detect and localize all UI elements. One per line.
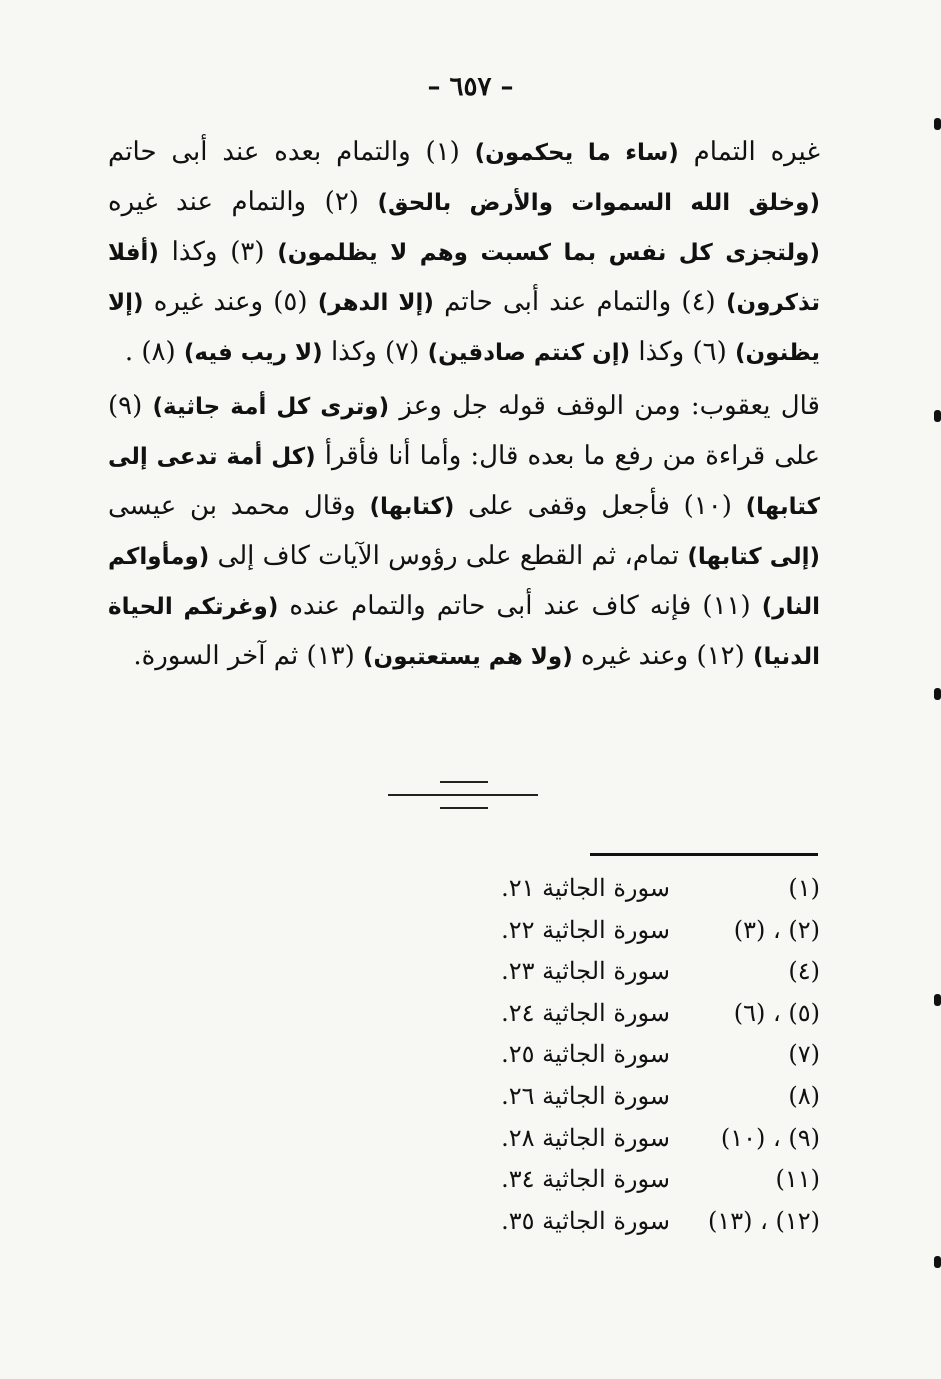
text-segment: (١٢) وعند غيره — [572, 641, 754, 671]
quran-quote: (كل أمة تدعى إلى كتابها) — [108, 444, 820, 520]
text-segment: (٧) وكذا — [322, 337, 428, 367]
text-segment: (٥) وعند غيره — [143, 287, 318, 317]
footnote-reference: سورة الجاثية ٣٥. — [501, 1206, 670, 1235]
text-segment: تمام، ثم القطع على رؤوس الآيات كاف إلى — [209, 541, 688, 571]
footnote-reference: سورة الجاثية ٢٣. — [501, 957, 670, 986]
text-segment: (٨) . — [124, 337, 184, 367]
quran-quote: (أفلا تذكرون) — [108, 240, 820, 316]
text-segment: (٩) على قراءة من رفع ما بعده قال: وأما أنا فأقرأ — [108, 391, 821, 471]
text-segment: (١٣) ثم آخر السورة. — [133, 641, 364, 671]
footnote-reference: سورة الجاثية ٢٤. — [501, 998, 670, 1027]
text-segment: (٦) وكذا — [630, 337, 735, 367]
text-segment: وقال محمد بن عيسى — [108, 491, 370, 521]
text-segment: غيره التمام — [678, 137, 820, 167]
footnote-numbers: (٨) — [788, 1081, 820, 1110]
footnote-reference: سورة الجاثية ٢٦. — [501, 1081, 670, 1110]
quran-quote: (وخلق الله السموات والأرض بالحق) — [377, 190, 820, 216]
footnotes — [480, 868, 820, 1242]
margin-mark — [934, 688, 941, 700]
footnote-numbers: (٤) — [788, 957, 820, 986]
page-number: – ٦٥٧ – — [427, 72, 514, 102]
footnote-row — [480, 1034, 820, 1076]
section-divider — [388, 794, 538, 796]
text-segment: (١٠) فأجعل وقفى على — [454, 491, 746, 521]
paragraph — [108, 382, 820, 682]
margin-mark — [934, 994, 941, 1006]
footnote-reference: سورة الجاثية ٢٥. — [501, 1040, 670, 1069]
footnote-numbers: (٩) ، (١٠) — [720, 1123, 820, 1152]
text-segment: (١) والتمام بعده عند أبى حاتم — [108, 137, 475, 167]
quran-quote: (إلا يظنون) — [108, 290, 820, 366]
footnote-reference: سورة الجاثية ٣٤. — [501, 1165, 670, 1194]
quran-quote: (ولا هم يستعتبون) — [363, 644, 573, 670]
footnote-row — [480, 1076, 820, 1118]
footnote-row — [480, 1159, 820, 1201]
footnote-numbers: (١) — [788, 874, 820, 902]
footnote-reference: سورة الجاثية ٢٢. — [501, 915, 670, 944]
text-segment: (٢) والتمام عند غيره — [108, 187, 378, 217]
footnote-row — [480, 1118, 820, 1160]
quran-quote: (إلى كتابها) — [687, 544, 820, 570]
footnote-numbers: (٢) ، (٣) — [733, 915, 820, 944]
quran-quote: (وغرتكم الحياة الدنيا) — [108, 594, 820, 670]
footnote-rule — [590, 853, 818, 856]
footnote-row — [480, 910, 820, 952]
footnote-numbers: (٥) ، (٦) — [733, 998, 820, 1027]
footnote-numbers: (١١) — [775, 1165, 820, 1194]
footnote-numbers: (٧) — [788, 1040, 820, 1069]
quran-quote: (إن كنتم صادقين) — [427, 340, 631, 366]
section-divider — [440, 781, 488, 783]
main-text — [108, 128, 820, 682]
quran-quote: (ساء ما يحكمون) — [474, 140, 679, 166]
quran-quote: (لا ريب فيه) — [183, 340, 323, 366]
text-segment: (١١) فإنه كاف عند أبى حاتم والتمام عنده — [278, 591, 762, 621]
margin-mark — [934, 118, 941, 130]
quran-quote: (ولتجزى كل نفس بما كسبت وهم لا يظلمون) — [277, 240, 820, 266]
text-segment: (٣) وكذا — [158, 237, 278, 267]
footnote-row — [480, 993, 820, 1035]
footnote-row — [480, 951, 820, 993]
text-segment: (٤) والتمام عند أبى حاتم — [433, 287, 726, 317]
margin-mark — [934, 410, 941, 422]
quran-quote: (إلا الدهر) — [317, 290, 434, 316]
footnote-reference: سورة الجاثية ٢١. — [501, 874, 670, 902]
section-divider — [440, 807, 488, 809]
quran-quote: (وترى كل أمة جاثية) — [152, 394, 390, 420]
quran-quote: (ومأواكم النار) — [108, 544, 821, 620]
footnote-numbers: (١٢) ، (١٣) — [707, 1206, 820, 1235]
quran-quote: (كتابها) — [369, 494, 455, 520]
paragraph — [108, 128, 820, 378]
text-segment: قال يعقوب: ومن الوقف قوله جل وعز — [389, 391, 820, 421]
footnote-row — [480, 868, 820, 910]
footnote-reference: سورة الجاثية ٢٨. — [501, 1123, 670, 1152]
footnote-row — [480, 1201, 820, 1243]
margin-mark — [934, 1256, 941, 1268]
